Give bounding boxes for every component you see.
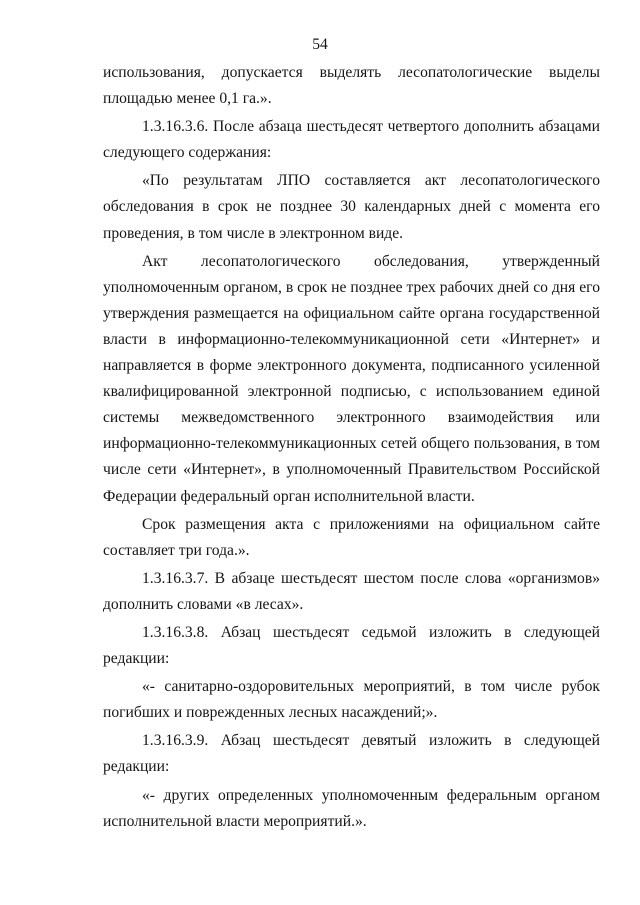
- text-line: информационно-телекоммуникационных сетей общего пользования, в том: [103, 435, 600, 453]
- text-line: дополнить словами «в лесах».: [103, 595, 304, 613]
- paragraph-continuation: [103, 60, 600, 112]
- text-line: «- санитарно-оздоровительных мероприятий, в том числе рубок: [142, 678, 600, 696]
- paragraph-item-1-3-16-3-8: [103, 620, 600, 672]
- text-line: Федерации федеральный орган исполнительной власти.: [103, 487, 475, 505]
- text-line: проведения, в том числе в электронном виде.: [103, 224, 404, 242]
- document-body: [103, 60, 600, 837]
- text-line: числе сети «Интернет», в уполномоченный Правительством Российской: [103, 461, 600, 479]
- text-line: системы межведомственного электронного взаимодействия или: [103, 409, 600, 427]
- text-line: погибших и поврежденных лесных насаждений;».: [103, 704, 438, 722]
- paragraph-term: [103, 512, 600, 564]
- paragraph-quote-lpo: [103, 168, 600, 246]
- text-line: 1.3.16.3.6. После абзаца шестьдесят четвертого дополнить абзацами: [142, 118, 600, 136]
- text-line: уполномоченным органом, в срок не позднее трех рабочих дней со дня его: [103, 278, 600, 296]
- text-line: площадью менее 0,1 га.».: [103, 90, 272, 108]
- paragraph-act: [103, 249, 600, 510]
- text-line: составляет три года.».: [103, 541, 250, 559]
- text-line: 1.3.16.3.8. Абзац шестьдесят седьмой изложить в следующей: [142, 623, 600, 641]
- text-line: использования, допускается выделять лесопатологические выделы: [103, 64, 600, 81]
- text-line: 1.3.16.3.7. В абзаце шестьдесят шестом после слова «организмов»: [142, 569, 600, 587]
- text-line: Срок размещения акта с приложениями на официальном сайте: [142, 515, 600, 533]
- text-line: власти в информационно-телекоммуникационной сети «Интернет» и: [103, 330, 600, 348]
- paragraph-quote-other: [103, 783, 600, 835]
- text-line: утверждения размещается на официальном сайте органа государственной: [103, 304, 600, 322]
- text-line: исполнительной власти мероприятий.».: [103, 812, 367, 830]
- text-line: направляется в форме электронного документа, подписанного усиленной: [103, 357, 600, 375]
- paragraph-quote-sanitary: [103, 674, 600, 726]
- text-line: «По результатам ЛПО составляется акт лесопатологического: [142, 172, 600, 190]
- paragraph-item-1-3-16-3-9: [103, 728, 600, 780]
- text-line: редакции:: [103, 650, 170, 668]
- paragraph-item-1-3-16-3-7: [103, 566, 600, 618]
- text-line: следующего содержания:: [103, 144, 272, 162]
- text-line: квалифицированной электронной подписью, с использованием единой: [103, 383, 600, 401]
- text-line: редакции:: [103, 758, 170, 776]
- text-line: Акт лесопатологического обследования, утвержденный: [142, 252, 600, 270]
- text-line: «- других определенных уполномоченным федеральным органом: [142, 786, 600, 804]
- paragraph-item-1-3-16-3-6: [103, 114, 600, 166]
- text-line: 1.3.16.3.9. Абзац шестьдесят девятый изложить в следующей: [142, 732, 600, 750]
- page-number: 54: [312, 36, 328, 53]
- text-line: обследования в срок не позднее 30 календарных дней с момента его: [103, 198, 600, 216]
